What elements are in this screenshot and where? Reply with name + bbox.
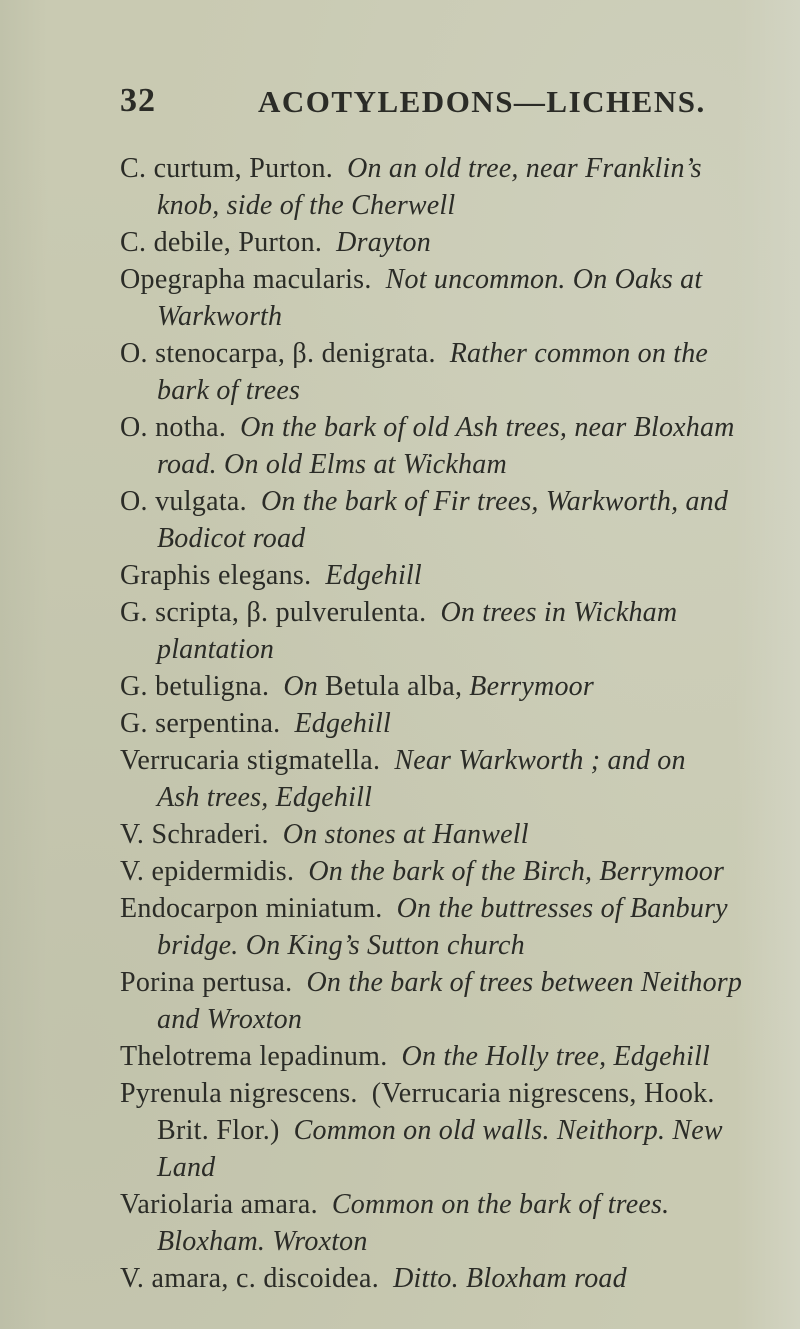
locality-note-cont: road. On old Elms at Wickham	[157, 449, 507, 480]
page-header	[120, 82, 780, 122]
list-item	[120, 1260, 800, 1297]
locality-note: On the bark of old Ash trees, near Bloxham	[240, 412, 735, 443]
locality-note: Edgehill	[325, 560, 422, 591]
list-item	[120, 150, 800, 224]
species-name: G. betuligna.	[120, 671, 270, 702]
running-head: ACOTYLEDONS—LICHENS.	[258, 84, 706, 119]
species-name: O. vulgata.	[120, 486, 247, 517]
species-name: Endocarpon miniatum.	[120, 893, 383, 924]
locality-note-cont: Land	[157, 1152, 216, 1183]
species-name: O. stenocarpa, β. denigrata.	[120, 338, 436, 369]
locality-note-cont: bark of trees	[157, 375, 301, 406]
locality-note: Near Warkworth ; and on	[394, 745, 686, 776]
list-item	[120, 742, 800, 816]
species-name: Verrucaria stigmatella.	[120, 745, 381, 776]
species-name: Graphis elegans.	[120, 560, 312, 591]
locality-note-cont: knob, side of the Cherwell	[157, 190, 456, 221]
species-name: C. curtum, Purton.	[120, 153, 334, 184]
locality-note: On the bark of Fir trees, Warkworth, and	[260, 486, 729, 517]
locality-note-cont: plantation	[157, 634, 275, 665]
species-name: G. scripta, β. pulverulenta.	[120, 597, 427, 628]
page-number: 32	[120, 82, 156, 119]
species-name: V. Schraderi.	[120, 819, 269, 850]
locality-note: Edgehill	[294, 708, 391, 739]
locality-note: Berrymoor	[469, 671, 594, 702]
locality-note-cont: Warkworth	[157, 301, 283, 332]
list-item	[120, 1038, 800, 1075]
list-item	[120, 853, 800, 890]
list-item	[120, 1186, 800, 1260]
locality-note: Rather common on the	[449, 338, 709, 369]
list-item	[120, 668, 800, 705]
locality-note: On trees in Wickham	[440, 597, 678, 628]
species-name: G. serpentina.	[120, 708, 281, 739]
list-item	[120, 816, 800, 853]
locality-note-cont: Ash trees, Edgehill	[157, 782, 373, 813]
locality-note-cont: bridge. On King’s Sutton church	[157, 930, 525, 961]
species-name: Variolaria amara.	[120, 1189, 318, 1220]
list-item	[120, 261, 800, 335]
list-item	[120, 705, 800, 742]
locality-note: On the bark of trees between Neithorp	[306, 967, 743, 998]
locality-note: On an old tree, near Franklin’s	[347, 153, 702, 184]
locality-note: Drayton	[336, 227, 431, 258]
locality-note: On	[283, 671, 318, 702]
synonym-cont: Brit. Flor.)	[157, 1115, 280, 1146]
species-name: C. debile, Purton.	[120, 227, 323, 258]
list-item	[120, 483, 800, 557]
locality-note: On stones at Hanwell	[282, 819, 529, 850]
locality-note: On the bark of the Birch, Berrymoor	[308, 856, 725, 887]
species-name: Opegrapha macularis.	[120, 264, 372, 295]
list-item	[120, 224, 800, 261]
species-name: Pyrenula nigrescens.	[120, 1078, 358, 1109]
list-item	[120, 1075, 800, 1186]
list-item	[120, 890, 800, 964]
species-name: V. epidermidis.	[120, 856, 295, 887]
locality-note-cont: and Wroxton	[157, 1004, 303, 1035]
locality-note: On the Holly tree, Edgehill	[401, 1041, 710, 1072]
list-item	[120, 335, 800, 409]
species-name: O. notha.	[120, 412, 227, 443]
locality-note: Common on the bark of trees.	[331, 1189, 670, 1220]
species-list	[120, 150, 800, 1294]
synonym: (Verrucaria nigrescens, Hook.	[371, 1078, 715, 1109]
locality-note: Ditto. Bloxham road	[393, 1263, 627, 1294]
list-item	[120, 964, 800, 1038]
species-name: V. amara, c. discoidea.	[120, 1263, 380, 1294]
host-plant-name: Betula alba,	[324, 671, 463, 702]
species-name: Porina pertusa.	[120, 967, 293, 998]
list-item	[120, 594, 800, 668]
locality-note: Common on old walls. Neithorp. New	[293, 1115, 723, 1146]
list-item	[120, 557, 800, 594]
list-item	[120, 409, 800, 483]
species-name: Thelotrema lepadinum.	[120, 1041, 388, 1072]
locality-note: On the buttresses of Banbury	[396, 893, 728, 924]
locality-note-cont: Bloxham. Wroxton	[157, 1226, 368, 1257]
locality-note: Not uncommon. On Oaks at	[385, 264, 703, 295]
locality-note-cont: Bodicot road	[157, 523, 306, 554]
